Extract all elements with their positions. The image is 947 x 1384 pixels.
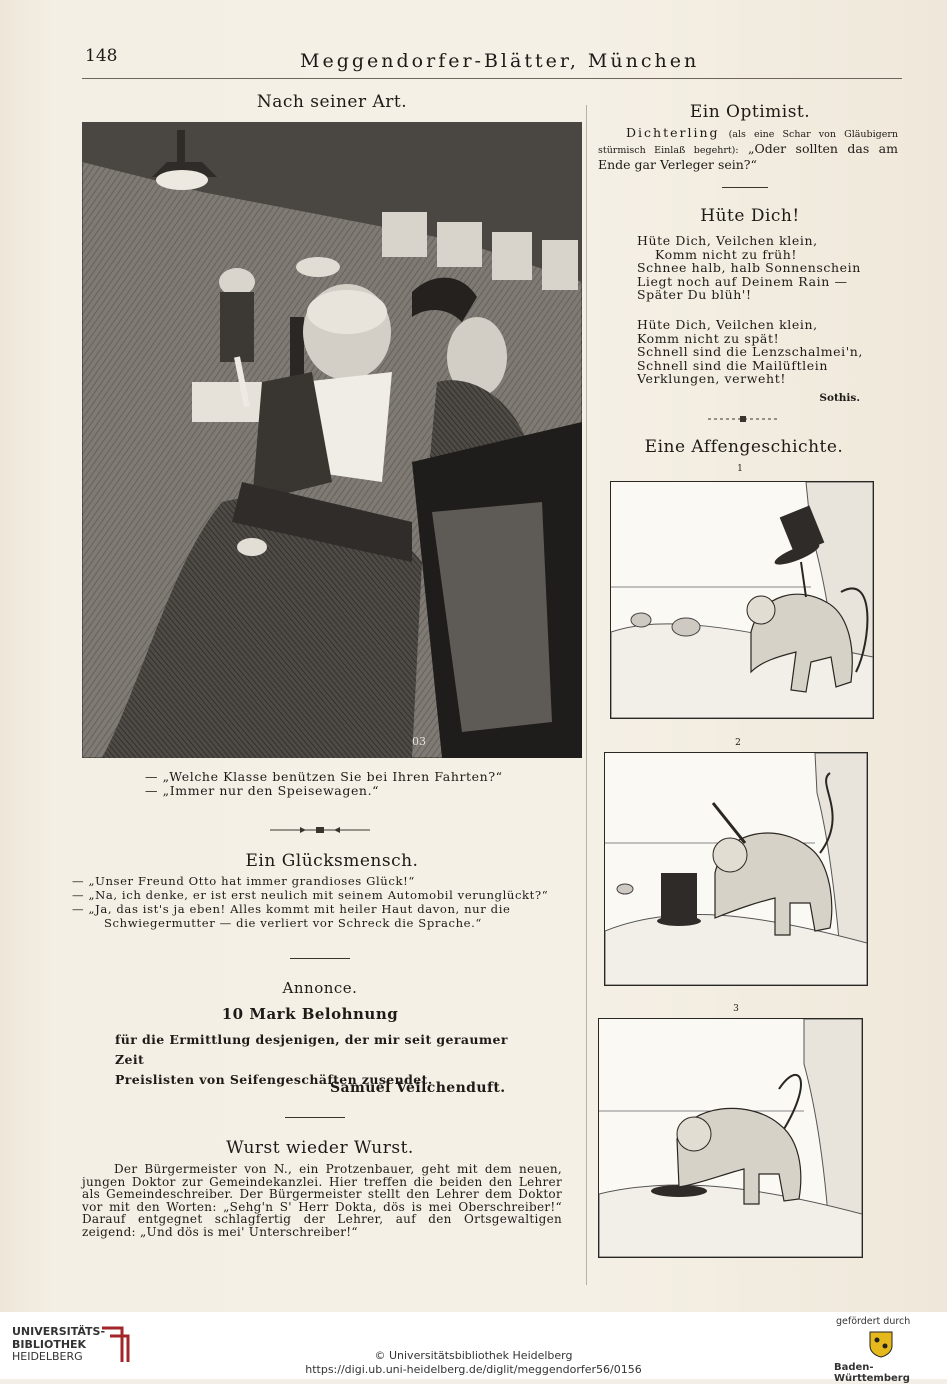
panel-label-2: 2 [735,738,741,748]
library-line-1: UNIVERSITÄTS- [12,1325,106,1338]
ornament-divider [270,820,370,830]
poem-line: Verklungen, verweht! [637,371,786,386]
poem-line: Hüte Dich, Veilchen klein, [637,317,818,332]
section-rule [722,187,768,188]
copyright-text: © Universitätsbibliothek Heidelberg [374,1349,573,1362]
column-divider [586,105,587,1285]
poem-author: Sothis. [819,392,860,404]
poem-line: Schnell sind die Lenzschalmei'n, [637,344,863,359]
poem-line: Komm nicht zu früh! [655,246,798,262]
running-title: Meggendorfer-Blätter, München [300,50,700,72]
annonce-line: Preislisten von Seifengeschäften zusendet. [115,1072,433,1087]
wurst-title: Wurst wieder Wurst. [226,1138,414,1158]
dialogue-line: — „Ja, das ist's ja eben! Alles kommt mit heiler Haut davon, nur die [72,902,511,916]
poem-line: Später Du blüh'! [637,287,752,302]
dialogue-line: Schwiegermutter — die verliert vor Schreck die Sprache.“ [104,916,482,930]
optimist-text [598,126,898,172]
panel-label-3: 3 [733,1004,739,1014]
dialogue-line: — „Unser Freund Otto hat immer grandioses Glück!“ [72,874,415,888]
header-rule [82,78,902,79]
permalink[interactable]: https://digi.ub.uni-heidelberg.de/diglit/meggendorfer56/0156 [305,1363,642,1376]
caption-line-1: — „Welche Klasse benützen Sie bei Ihren Fahrten?“ [145,769,503,784]
funder-crest-icon [868,1330,894,1358]
poem-line: Schnee halb, halb Sonnenschein [637,260,861,275]
annonce-title: Annonce. [282,979,358,997]
poem-line: Liegt noch auf Deinem Rain — [637,273,848,289]
page-number: 148 [85,46,118,66]
wurst-text: Der Bürgermeister von N., ein Protzenbauer, geht mit dem neuen, jungen Doktor zur Gemeindekanzlei. Hier treffen die beiden den Lehrer als Gemeindeschreiber. Der Bürgermeister stellt den Lehrer dem Doktor vor mit den Worten: „Sehg'n S' Herr Dokta, dös is mei Oberschreiber!“ Darauf entgegnet schlagfertig der Lehrer, auf den Ortsgewaltigen zeigend: „Und dös is mei' Unterschreiber!“ [82,1162,562,1239]
annonce-headline: 10 Mark Belohnung [221,1005,399,1023]
library-line-3: HEIDELBERG [12,1350,83,1363]
caption-line-2: — „Immer nur den Speisewagen.“ [145,783,380,798]
huete-stanza-1 [637,234,877,302]
section-rule [290,958,350,959]
cartoon-illustration [82,122,582,758]
poem-line: Komm nicht zu spät! [637,330,780,346]
huete-stanza-2 [637,318,877,386]
gluecksmensch-title: Ein Glücksmensch. [245,851,419,871]
optimist-title: Ein Optimist. [689,102,811,122]
gluecksmensch-text [72,874,572,930]
annonce-line: für die Ermittlung desjenigen, der mir seit geraumer Zeit [115,1032,508,1067]
library-line-2: BIBLIOTHEK [12,1337,87,1351]
affen-title: Eine Affengeschichte. [644,437,844,457]
poem-line: Hüte Dich, Veilchen klein, [637,233,818,248]
artist-signature: 03 [412,735,426,748]
comic-panel-2 [604,752,868,986]
funded-by-label: gefördert durch [836,1316,911,1327]
footer-bar [0,1312,947,1384]
ornament-divider [708,408,778,416]
dialogue-line: — „Na, ich denke, er ist erst neulich mit seinem Automobil verunglückt?“ [72,888,549,902]
huete-title: Hüte Dich! [700,206,800,226]
optimist-speaker: Dichterling [626,125,720,140]
cartoon-title: Nach seiner Art. [256,92,408,112]
panel-label-1: 1 [737,464,743,474]
section-rule [285,1117,345,1118]
comic-panel-1 [610,481,874,719]
funder-name: Baden-Württemberg [834,1362,910,1384]
comic-panel-3 [598,1018,863,1258]
optimist-stage-direction: (als eine Schar von Gläubigern stürmisch Einlaß begehrt): [598,129,898,156]
poem-line: Schnell sind die Mailüftlein [637,357,829,373]
optimist-quote: „Oder sollten das am Ende gar Verleger sein?“ [598,141,898,172]
cartoon-caption [145,770,565,798]
annonce-signature: Samuel Veilchenduft. [330,1080,506,1096]
